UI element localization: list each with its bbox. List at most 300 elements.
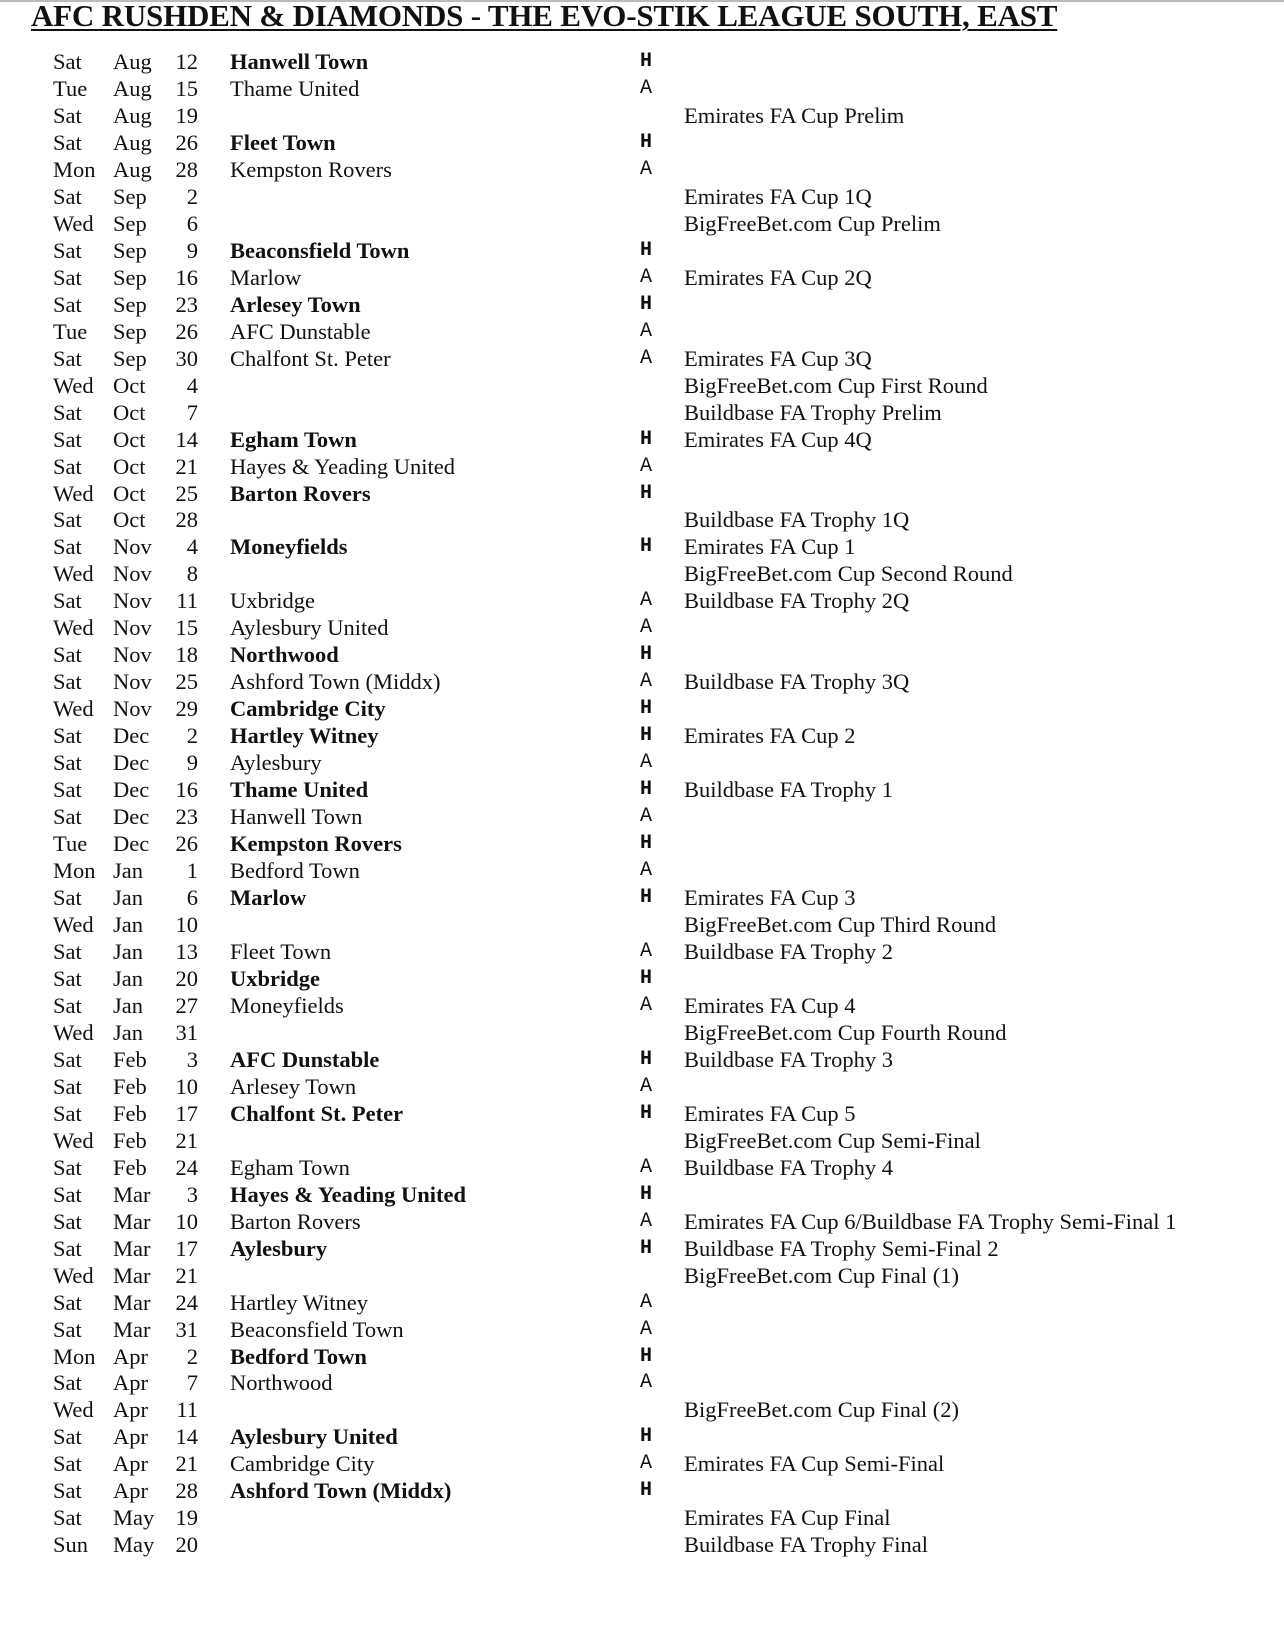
fixture-venue: A — [640, 265, 653, 289]
fixture-day: Sat — [53, 1478, 82, 1504]
fixture-day: Sat — [53, 992, 82, 1018]
fixture-competition: BigFreeBet.com Cup Third Round — [684, 912, 997, 937]
fixture-competition: BigFreeBet.com Cup Fourth Round — [684, 1019, 1007, 1045]
fixture-month: Sep — [113, 291, 147, 317]
fixture-opponent: Bedford Town — [230, 858, 360, 884]
fixture-month: Apr — [113, 1424, 148, 1450]
fixture-opponent: Aylesbury — [230, 750, 322, 776]
fixture-row — [0, 506, 1284, 533]
fixture-row — [0, 1343, 1284, 1370]
fixture-opponent: Hayes & Yeading United — [230, 453, 455, 479]
fixture-day: Sat — [53, 777, 82, 803]
fixture-month: Feb — [113, 1154, 147, 1180]
fixture-row — [0, 911, 1284, 938]
fixture-venue: A — [640, 805, 653, 829]
fixture-opponent: Aylesbury United — [230, 615, 389, 641]
fixture-date: 11 — [176, 1397, 198, 1423]
fixture-date: 12 — [175, 49, 198, 74]
fixture-row — [0, 264, 1284, 291]
fixture-day: Sat — [53, 129, 82, 155]
fixture-opponent: Chalfont St. Peter — [230, 345, 391, 371]
fixture-date: 25 — [175, 669, 198, 695]
fixture-venue: H — [640, 1182, 653, 1206]
fixture-date: 3 — [186, 1046, 198, 1072]
fixture-competition: Buildbase FA Trophy 2Q — [684, 588, 910, 614]
fixture-month: Oct — [113, 426, 146, 452]
fixture-row — [0, 210, 1284, 237]
fixture-venue: H — [640, 697, 653, 721]
fixture-opponent: Ashford Town (Middx) — [230, 1478, 452, 1504]
fixture-month: Dec — [113, 804, 150, 830]
fixture-competition: Emirates FA Cup 3Q — [684, 345, 872, 371]
fixture-row — [0, 1235, 1284, 1262]
fixture-venue: A — [640, 939, 653, 963]
fixture-opponent: Hartley Witney — [230, 723, 379, 749]
fixture-month: Oct — [113, 453, 146, 479]
fixture-opponent: Beaconsfield Town — [230, 1316, 404, 1342]
fixture-row — [0, 372, 1284, 399]
fixture-row — [0, 1208, 1284, 1235]
fixture-row — [0, 533, 1284, 560]
fixture-month: Feb — [113, 1127, 147, 1153]
fixture-day: Sat — [53, 804, 82, 830]
fixture-opponent: Barton Rovers — [230, 480, 371, 506]
fixture-opponent: Kempston Rovers — [230, 156, 392, 182]
fixture-day: Wed — [53, 1127, 94, 1153]
fixture-month: Nov — [113, 642, 152, 668]
fixture-day: Sat — [53, 1505, 82, 1531]
fixture-date: 10 — [175, 912, 198, 937]
fixture-day: Wed — [53, 1019, 94, 1045]
fixture-opponent: Hayes & Yeading United — [230, 1181, 467, 1207]
fixture-row — [0, 776, 1284, 803]
fixture-month: Oct — [113, 372, 146, 398]
fixture-month: Dec — [113, 723, 150, 749]
fixture-day: Sat — [53, 1289, 82, 1315]
fixture-opponent: Moneyfields — [230, 534, 348, 560]
fixture-venue: H — [640, 886, 653, 910]
fixture-day: Wed — [53, 372, 94, 398]
fixture-date: 23 — [175, 291, 198, 317]
fixture-month: Aug — [113, 75, 152, 101]
fixture-opponent: Uxbridge — [230, 588, 315, 614]
fixture-competition: BigFreeBet.com Cup Final (1) — [684, 1262, 959, 1288]
fixture-day: Tue — [53, 318, 88, 344]
fixture-date: 14 — [175, 426, 198, 452]
fixture-row — [0, 749, 1284, 776]
fixture-venue: H — [640, 1479, 653, 1503]
fixture-month: Sep — [113, 345, 147, 371]
fixture-venue: A — [640, 454, 653, 478]
fixture-opponent: Hanwell Town — [230, 49, 369, 74]
fixture-month: Apr — [113, 1478, 148, 1504]
fixture-day: Wed — [53, 210, 94, 236]
fixture-day: Wed — [53, 480, 94, 506]
fixture-opponent: AFC Dunstable — [230, 1046, 380, 1072]
fixture-opponent: Moneyfields — [230, 992, 344, 1018]
fixture-venue: H — [640, 535, 653, 559]
fixture-month: Apr — [113, 1370, 148, 1396]
fixture-opponent: Egham Town — [230, 426, 357, 452]
fixture-date: 29 — [175, 696, 198, 722]
fixture-day: Sat — [53, 534, 82, 560]
fixture-opponent: Cambridge City — [230, 1451, 375, 1477]
fixture-competition: BigFreeBet.com Cup Second Round — [684, 561, 1013, 587]
fixture-competition: Buildbase FA Trophy Semi-Final 2 — [684, 1235, 999, 1261]
fixture-month: Jan — [113, 938, 143, 964]
fixture-month: Sep — [113, 210, 147, 236]
fixture-month: Sep — [113, 237, 147, 263]
fixture-date: 23 — [175, 804, 198, 830]
fixture-venue: H — [640, 238, 653, 262]
fixture-competition: BigFreeBet.com Cup Prelim — [684, 210, 941, 236]
fixture-venue: A — [640, 1290, 653, 1314]
fixture-date: 21 — [175, 1451, 198, 1477]
fixture-venue: A — [640, 157, 653, 181]
fixture-month: Jan — [113, 965, 143, 991]
fixture-venue: A — [640, 859, 653, 883]
fixture-date: 15 — [175, 75, 198, 101]
fixture-day: Sat — [53, 965, 82, 991]
fixture-opponent: Aylesbury — [230, 1235, 328, 1261]
fixture-day: Sat — [53, 1316, 82, 1342]
fixture-row — [0, 237, 1284, 264]
fixture-venue: H — [640, 1101, 653, 1125]
fixture-date: 14 — [175, 1424, 198, 1450]
fixture-row — [0, 884, 1284, 911]
fixture-opponent: Thame United — [230, 75, 360, 101]
fixture-opponent: Bedford Town — [230, 1343, 367, 1369]
fixture-month: Apr — [113, 1451, 148, 1477]
fixture-row — [0, 830, 1284, 857]
fixture-venue: A — [640, 1155, 653, 1179]
fixture-date: 31 — [175, 1019, 198, 1045]
fixture-competition: BigFreeBet.com Cup Final (2) — [684, 1397, 959, 1423]
fixture-row — [0, 1450, 1284, 1477]
fixture-venue: A — [640, 76, 653, 100]
fixture-date: 26 — [175, 129, 198, 155]
fixture-month: Mar — [113, 1235, 151, 1261]
fixture-date: 1 — [186, 858, 198, 884]
fixture-row — [0, 291, 1284, 318]
fixture-date: 21 — [175, 453, 198, 479]
page-title: AFC RUSHDEN & DIAMONDS - THE EVO-STIK LEAGUE SOUTH, EAST — [31, 0, 1058, 33]
fixture-day: Sat — [53, 102, 82, 128]
fixture-date: 9 — [186, 750, 198, 776]
fixture-day: Sat — [53, 1370, 82, 1396]
fixture-row — [0, 1477, 1284, 1504]
fixture-opponent: Arlesey Town — [230, 291, 361, 317]
fixture-month: Jan — [113, 858, 143, 884]
fixture-opponent: AFC Dunstable — [230, 318, 371, 344]
fixture-date: 28 — [175, 507, 198, 533]
fixture-day: Sat — [53, 1181, 82, 1207]
fixture-date: 31 — [175, 1316, 198, 1342]
fixture-date: 16 — [175, 777, 198, 803]
fixture-day: Wed — [53, 1262, 94, 1288]
fixture-venue: A — [640, 1452, 653, 1476]
fixture-row — [0, 803, 1284, 830]
fixture-date: 3 — [186, 1181, 198, 1207]
fixture-month: Sep — [113, 264, 147, 290]
fixture-month: Nov — [113, 669, 152, 695]
fixture-opponent: Northwood — [230, 642, 339, 668]
fixture-row — [0, 614, 1284, 641]
fixture-date: 2 — [186, 723, 198, 749]
fixture-row — [0, 1262, 1284, 1289]
fixture-day: Sat — [53, 1046, 82, 1072]
fixture-row — [0, 1396, 1284, 1423]
fixture-row — [0, 129, 1284, 156]
fixture-row — [0, 1316, 1284, 1343]
fixture-date: 21 — [175, 1127, 198, 1153]
fixture-month: Nov — [113, 588, 152, 614]
fixture-competition: Buildbase FA Trophy 3Q — [684, 669, 910, 695]
fixture-row — [0, 668, 1284, 695]
fixture-date: 24 — [175, 1289, 198, 1315]
fixture-venue: H — [640, 50, 653, 73]
fixture-date: 2 — [186, 1343, 198, 1369]
fixture-month: Mar — [113, 1181, 151, 1207]
fixture-venue: A — [640, 751, 653, 775]
fixture-date: 30 — [175, 345, 198, 371]
fixture-day: Sat — [53, 49, 82, 74]
fixture-date: 19 — [175, 102, 198, 128]
fixture-date: 11 — [176, 588, 198, 614]
fixture-venue: A — [640, 670, 653, 694]
fixture-date: 7 — [186, 1370, 198, 1396]
fixture-venue: A — [640, 346, 653, 370]
fixture-row — [0, 318, 1284, 345]
fixture-row — [0, 641, 1284, 668]
fixture-venue: H — [640, 1047, 653, 1071]
fixture-date: 21 — [175, 1262, 198, 1288]
fixture-date: 16 — [175, 264, 198, 290]
fixture-row — [0, 1423, 1284, 1450]
fixture-month: Sep — [113, 183, 147, 209]
fixture-row — [0, 102, 1284, 129]
fixture-month: Mar — [113, 1316, 151, 1342]
fixture-date: 17 — [175, 1100, 198, 1126]
fixture-date: 26 — [175, 318, 198, 344]
fixture-month: Apr — [113, 1397, 148, 1423]
fixture-competition: Buildbase FA Trophy 3 — [684, 1046, 894, 1072]
fixture-date: 28 — [175, 1478, 198, 1504]
fixture-month: Feb — [113, 1046, 147, 1072]
fixture-venue: H — [640, 427, 653, 451]
fixture-venue: A — [640, 1317, 653, 1341]
fixture-day: Sat — [53, 1100, 82, 1126]
fixture-day: Mon — [53, 1343, 96, 1369]
fixture-date: 4 — [186, 534, 198, 560]
fixture-row — [0, 1154, 1284, 1181]
fixture-date: 10 — [175, 1208, 198, 1234]
fixture-row — [0, 453, 1284, 480]
fixture-row — [0, 1019, 1284, 1046]
fixture-competition: Buildbase FA Trophy 1 — [684, 777, 894, 803]
fixture-day: Sat — [53, 426, 82, 452]
fixture-row — [0, 345, 1284, 372]
fixture-day: Sat — [53, 1073, 82, 1099]
fixture-month: Jan — [113, 1019, 143, 1045]
fixture-date: 20 — [175, 965, 198, 991]
fixture-opponent: Fleet Town — [230, 129, 336, 155]
fixture-day: Sat — [53, 264, 82, 290]
fixture-venue: H — [640, 724, 653, 748]
fixture-date: 20 — [175, 1532, 198, 1558]
fixture-competition: Emirates FA Cup 4 — [684, 992, 856, 1018]
fixture-month: Oct — [113, 480, 146, 506]
fixture-date: 27 — [175, 992, 198, 1018]
fixture-day: Sat — [53, 1154, 82, 1180]
fixture-venue: A — [640, 589, 653, 613]
fixture-month: Feb — [113, 1100, 147, 1126]
fixture-competition: Buildbase FA Trophy 1Q — [684, 507, 910, 533]
fixture-venue: A — [640, 1074, 653, 1098]
fixture-venue: A — [640, 1209, 653, 1233]
fixture-day: Sat — [53, 507, 82, 533]
fixture-row — [0, 399, 1284, 426]
fixture-opponent: Cambridge City — [230, 696, 386, 722]
fixture-competition: Buildbase FA Trophy Final — [684, 1532, 929, 1558]
fixture-date: 25 — [175, 480, 198, 506]
fixture-opponent: Northwood — [230, 1370, 333, 1396]
fixture-day: Wed — [53, 561, 94, 587]
fixture-month: Aug — [113, 102, 152, 128]
fixture-opponent: Hanwell Town — [230, 804, 363, 830]
fixture-row — [0, 48, 1284, 75]
fixture-competition: Emirates FA Cup 2 — [684, 723, 856, 749]
fixture-month: Sep — [113, 318, 147, 344]
fixture-competition: Buildbase FA Trophy 4 — [684, 1154, 894, 1180]
fixture-venue: H — [640, 1344, 653, 1368]
fixture-month: Apr — [113, 1343, 148, 1369]
fixture-month: Jan — [113, 992, 143, 1018]
fixture-opponent: Uxbridge — [230, 965, 320, 991]
fixture-row — [0, 587, 1284, 614]
fixture-opponent: Beaconsfield Town — [230, 237, 410, 263]
fixture-row — [0, 75, 1284, 102]
fixture-month: Jan — [113, 885, 143, 911]
fixture-competition: Emirates FA Cup 6/Buildbase FA Trophy Semi-Final 1 — [684, 1208, 1177, 1234]
fixture-venue: H — [640, 832, 653, 856]
fixture-date: 26 — [175, 831, 198, 857]
fixture-date: 28 — [175, 156, 198, 182]
fixture-day: Tue — [53, 75, 88, 101]
fixture-month: Oct — [113, 507, 146, 533]
fixture-row — [0, 480, 1284, 507]
fixture-day: Tue — [53, 831, 88, 857]
fixture-venue: H — [640, 292, 653, 316]
fixture-row — [0, 992, 1284, 1019]
fixture-venue: A — [640, 1371, 653, 1395]
fixture-row — [0, 1100, 1284, 1127]
fixture-venue: H — [640, 130, 653, 154]
fixture-month: Dec — [113, 750, 150, 776]
fixture-row — [0, 156, 1284, 183]
fixture-month: Aug — [113, 129, 152, 155]
fixture-venue: H — [640, 778, 653, 802]
fixture-day: Wed — [53, 912, 94, 937]
fixture-competition: Emirates FA Cup 5 — [684, 1100, 856, 1126]
fixture-date: 18 — [175, 642, 198, 668]
fixture-competition: Emirates FA Cup 3 — [684, 885, 856, 911]
fixture-opponent: Marlow — [230, 264, 302, 290]
fixture-competition: Emirates FA Cup 1 — [684, 534, 856, 560]
fixture-day: Sat — [53, 1424, 82, 1450]
fixture-row — [0, 857, 1284, 884]
fixture-month: Mar — [113, 1208, 151, 1234]
fixtures-list — [0, 48, 1284, 1558]
fixture-competition: Buildbase FA Trophy Prelim — [684, 399, 942, 425]
fixture-venue: H — [640, 966, 653, 990]
fixture-row — [0, 1531, 1284, 1558]
fixture-row — [0, 695, 1284, 722]
fixture-day: Sat — [53, 669, 82, 695]
fixture-day: Mon — [53, 156, 96, 182]
fixture-row — [0, 1289, 1284, 1316]
fixture-day: Sat — [53, 723, 82, 749]
fixture-day: Wed — [53, 696, 94, 722]
fixture-opponent: Fleet Town — [230, 938, 332, 964]
fixture-row — [0, 938, 1284, 965]
fixture-day: Wed — [53, 1397, 94, 1423]
fixture-opponent: Barton Rovers — [230, 1208, 361, 1234]
fixture-competition: Emirates FA Cup 2Q — [684, 264, 872, 290]
fixture-month: Oct — [113, 399, 146, 425]
fixture-opponent: Kempston Rovers — [230, 831, 402, 857]
fixture-competition: Emirates FA Cup 1Q — [684, 183, 872, 209]
fixture-competition: BigFreeBet.com Cup First Round — [684, 372, 988, 398]
fixture-month: Aug — [113, 49, 152, 74]
fixture-competition: Emirates FA Cup Semi-Final — [684, 1451, 945, 1477]
fixture-competition: Emirates FA Cup Final — [684, 1505, 891, 1531]
fixture-date: 7 — [186, 399, 198, 425]
fixture-day: Sat — [53, 1208, 82, 1234]
fixture-venue: H — [640, 481, 653, 505]
fixture-month: Nov — [113, 534, 152, 560]
fixture-row — [0, 560, 1284, 587]
fixture-month: May — [113, 1532, 155, 1558]
fixture-month: Feb — [113, 1073, 147, 1099]
fixture-day: Mon — [53, 858, 96, 884]
fixture-venue: A — [640, 993, 653, 1017]
fixture-month: Dec — [113, 831, 150, 857]
fixture-row — [0, 426, 1284, 453]
fixture-date: 6 — [186, 885, 198, 911]
fixture-month: Dec — [113, 777, 150, 803]
fixture-date: 19 — [175, 1505, 198, 1531]
fixture-month: Nov — [113, 615, 152, 641]
fixture-competition: Emirates FA Cup 4Q — [684, 426, 872, 452]
fixture-opponent: Thame United — [230, 777, 369, 803]
fixture-day: Sat — [53, 588, 82, 614]
fixture-opponent: Hartley Witney — [230, 1289, 369, 1315]
fixture-opponent: Aylesbury United — [230, 1424, 398, 1450]
fixture-venue: A — [640, 319, 653, 343]
fixture-month: Mar — [113, 1289, 151, 1315]
fixture-month: Nov — [113, 561, 152, 587]
fixture-day: Sat — [53, 938, 82, 964]
fixture-day: Sat — [53, 642, 82, 668]
fixture-month: Nov — [113, 696, 152, 722]
fixture-row — [0, 1369, 1284, 1396]
fixture-row — [0, 722, 1284, 749]
fixture-day: Sat — [53, 885, 82, 911]
fixture-day: Sat — [53, 1451, 82, 1477]
fixture-month: Aug — [113, 156, 152, 182]
fixture-row — [0, 183, 1284, 210]
